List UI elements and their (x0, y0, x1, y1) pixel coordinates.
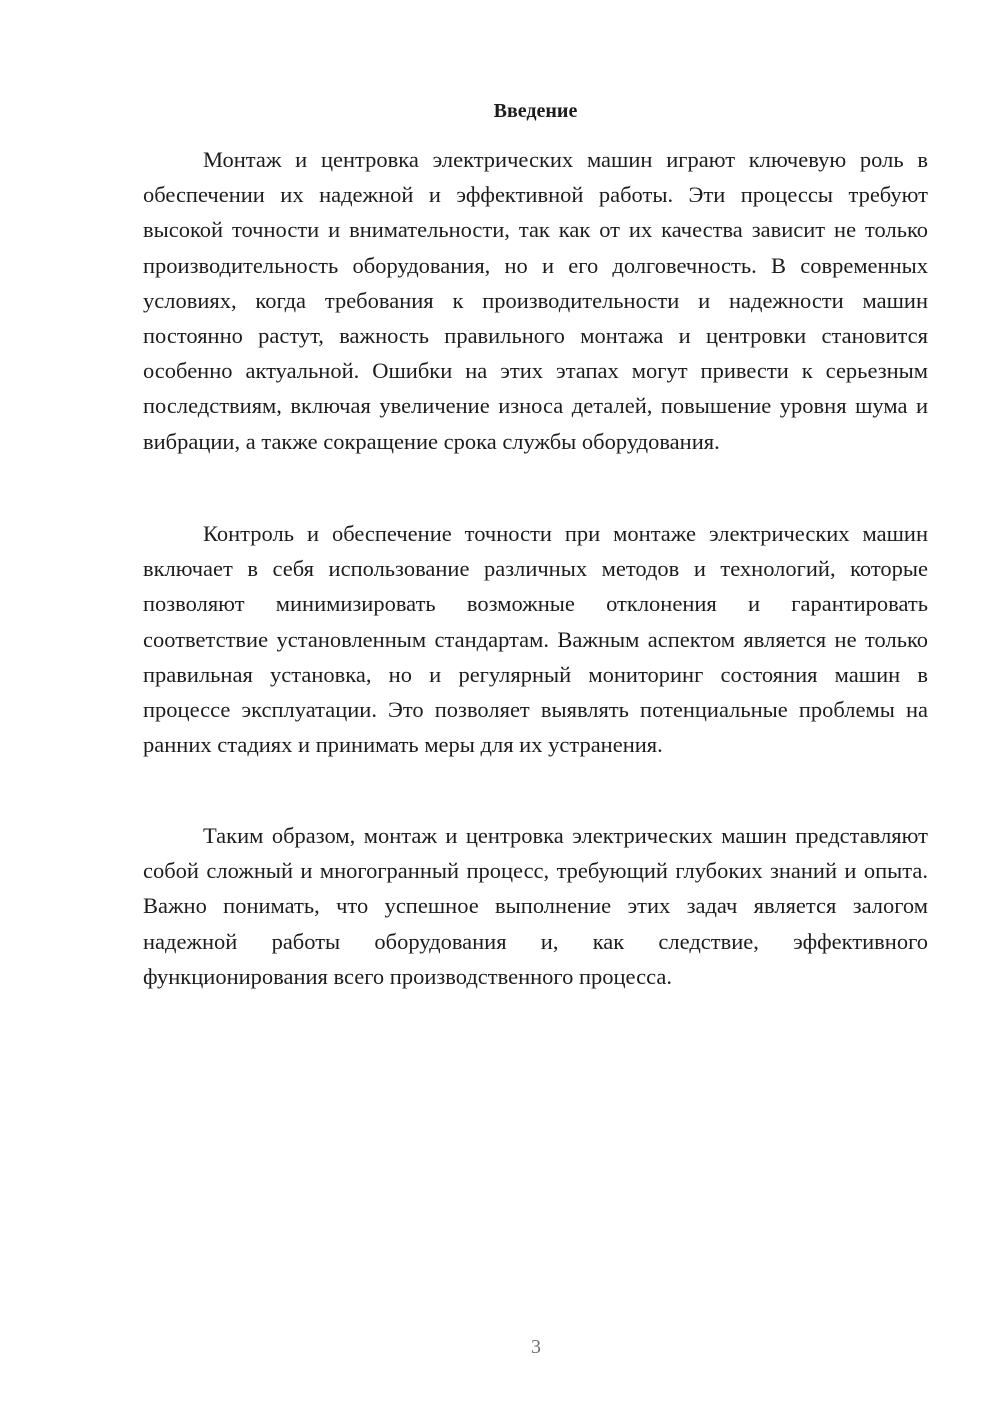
page-number: 3 (531, 1336, 541, 1358)
paragraph-intro: Монтаж и центровка электрических машин играют ключевую роль в обеспечении их надежной и эффективной работы. Эти процессы требуют высокой точности и внимательности, так как от их качества зависит не только производительность оборудования, но и его долговечность. В современных условиях, когда требования к производительности и надежности машин постоянно растут, важность правильного монтажа и центровки становится особенно актуальной. Ошибки на этих этапах могут привести к серьезным последствиям, включая увеличение износа деталей, повышение уровня шума и вибрации, а также сокращение срока службы оборудования. (143, 147, 928, 454)
paragraph-conclusion: Таким образом, монтаж и центровка электрических машин представляют собой сложный и многогранный процесс, требующий глубоких знаний и опыта. Важно понимать, что успешное выполнение этих задач является залогом надежной работы оборудования и, как следствие, эффективного функционирования всего производственного процесса. (143, 823, 928, 989)
section-title: Введение (493, 100, 578, 122)
paragraph-control: Контроль и обеспечение точности при монтаже электрических машин включает в себя использование различных методов и технологий, которые позволяют минимизировать возможные отклонения и гарантировать соответствие установленным стандартам. Важным аспектом является не только правильная установка, но и регулярный мониторинг состояния машин в процессе эксплуатации. Это позволяет выявлять потенциальные проблемы на ранних стадиях и принимать меры для их устранения. (143, 521, 928, 758)
